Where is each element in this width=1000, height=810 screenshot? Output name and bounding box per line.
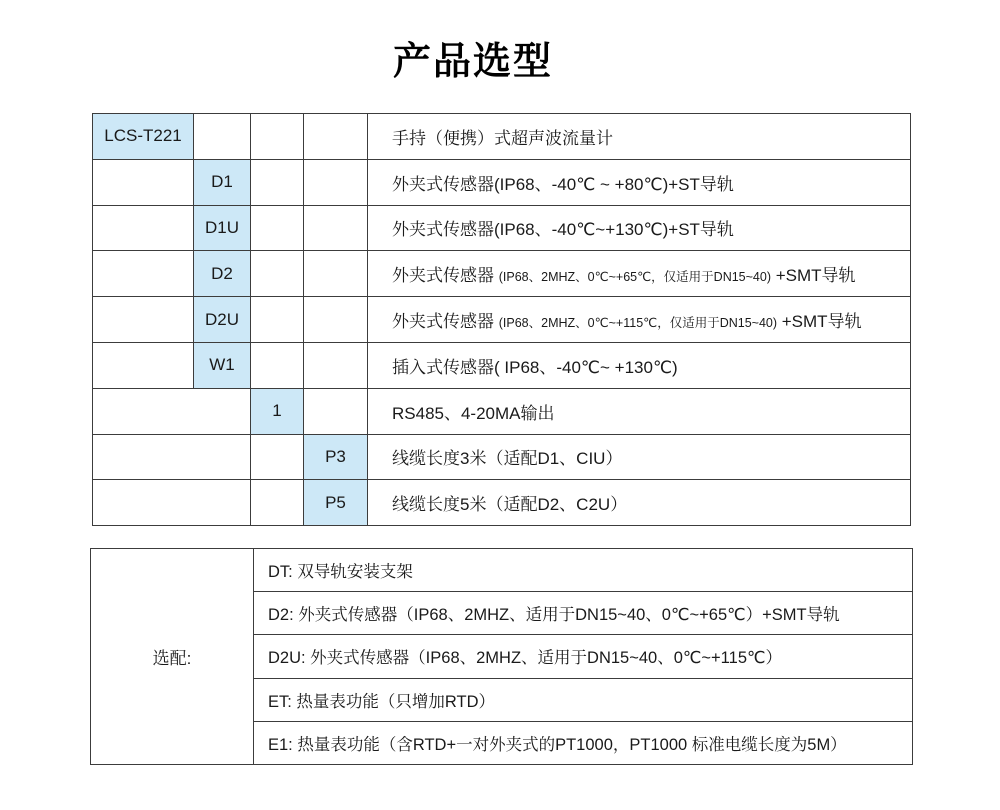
model-row-p5 <box>93 480 911 526</box>
empty-cell <box>304 114 368 160</box>
empty-cell-merged <box>93 388 251 434</box>
desc-tail: +SMT导轨 <box>777 312 862 332</box>
model-row-p3 <box>93 434 911 480</box>
model-row-d1 <box>93 159 911 205</box>
option-desc-cell: E1: 热量表功能（含RTD+一对外夹式的PT1000，PT1000 标准电缆长度为5M） <box>254 721 913 764</box>
options-label: 选配: <box>91 549 254 765</box>
empty-cell-merged <box>93 480 251 526</box>
empty-cell <box>251 480 304 526</box>
model-code-cell: P5 <box>304 480 368 526</box>
desc-small: (IP68、2MHZ、0℃~+65℃，仅适用于DN15~40) <box>498 270 771 285</box>
options-table <box>90 548 913 765</box>
desc-main: 外夹式传感器 <box>392 312 499 332</box>
empty-cell <box>251 434 304 480</box>
empty-cell <box>251 251 304 297</box>
empty-cell <box>304 297 368 343</box>
model-code-cell: D2U <box>194 297 251 343</box>
model-desc-cell: RS485、4-20MA输出 <box>368 388 911 434</box>
option-desc-cell: DT: 双导轨安装支架 <box>254 549 913 592</box>
empty-cell <box>93 297 194 343</box>
model-row-d1u <box>93 205 911 251</box>
empty-cell <box>304 159 368 205</box>
option-desc-cell: D2: 外夹式传感器（IP68、2MHZ、适用于DN15~40、0℃~+65℃）+SMT导轨 <box>254 592 913 635</box>
option-row-dt <box>91 549 913 592</box>
empty-cell <box>93 205 194 251</box>
desc-tail: +SMT导轨 <box>771 266 856 286</box>
empty-cell <box>251 342 304 388</box>
desc-small: (IP68、2MHZ、0℃~+115℃，仅适用于DN15~40) <box>498 316 778 331</box>
model-desc-cell <box>368 297 911 343</box>
empty-cell <box>304 388 368 434</box>
empty-cell-merged <box>93 434 251 480</box>
empty-cell <box>251 297 304 343</box>
empty-cell <box>93 251 194 297</box>
model-row-lcs-t221 <box>93 114 911 160</box>
model-desc-cell: 外夹式传感器(IP68、-40℃~+130℃)+ST导轨 <box>368 205 911 251</box>
model-desc-cell: 手持（便携）式超声波流量计 <box>368 114 911 160</box>
model-code-cell: LCS-T221 <box>93 114 194 160</box>
empty-cell <box>251 205 304 251</box>
empty-cell <box>93 159 194 205</box>
empty-cell <box>93 342 194 388</box>
model-code-cell: D1U <box>194 205 251 251</box>
model-desc-cell: 线缆长度3米（适配D1、CIU） <box>368 434 911 480</box>
model-code-table <box>92 113 911 526</box>
page-title: 产品选型 <box>392 41 553 83</box>
model-code-cell: 1 <box>251 388 304 434</box>
model-code-cell: W1 <box>194 342 251 388</box>
model-desc-cell <box>368 251 911 297</box>
model-row-d2u <box>93 297 911 343</box>
empty-cell <box>251 159 304 205</box>
model-code-cell: D1 <box>194 159 251 205</box>
desc-main: 外夹式传感器 <box>392 266 499 286</box>
model-row-d2 <box>93 251 911 297</box>
model-code-cell: D2 <box>194 251 251 297</box>
model-desc-cell: 线缆长度5米（适配D2、C2U） <box>368 480 911 526</box>
empty-cell <box>251 114 304 160</box>
model-code-cell: P3 <box>304 434 368 480</box>
model-desc-cell: 插入式传感器( IP68、-40℃~ +130℃) <box>368 342 911 388</box>
option-desc-cell: D2U: 外夹式传感器（IP68、2MHZ、适用于DN15~40、0℃~+115℃） <box>254 635 913 678</box>
empty-cell <box>194 114 251 160</box>
model-desc-cell: 外夹式传感器(IP68、-40℃ ~ +80℃)+ST导轨 <box>368 159 911 205</box>
model-row-w1 <box>93 342 911 388</box>
empty-cell <box>304 205 368 251</box>
empty-cell <box>304 342 368 388</box>
model-row-output-1 <box>93 388 911 434</box>
empty-cell <box>304 251 368 297</box>
option-desc-cell: ET: 热量表功能（只增加RTD） <box>254 678 913 721</box>
